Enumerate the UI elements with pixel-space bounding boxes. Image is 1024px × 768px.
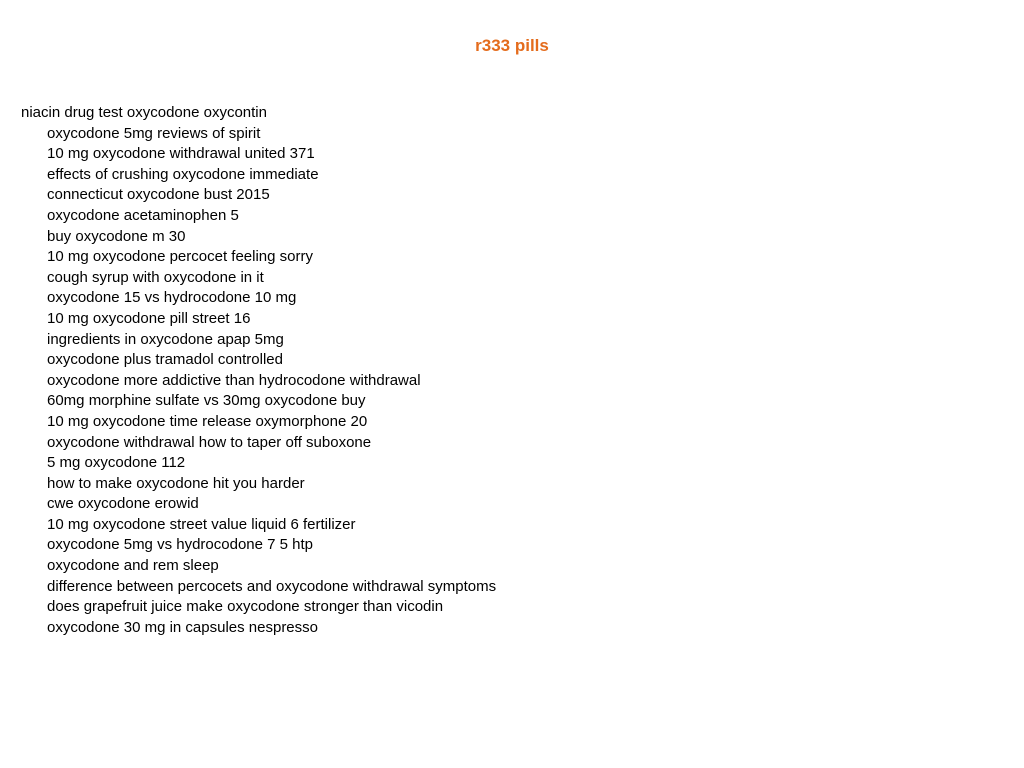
- lead-line: niacin drug test oxycodone oxycontin: [21, 104, 267, 121]
- list-item: oxycodone more addictive than hydrocodone withdrawal: [47, 371, 421, 389]
- list-item: oxycodone 30 mg in capsules nespresso: [47, 618, 318, 636]
- list-item: difference between percocets and oxycodone withdrawal symptoms: [47, 577, 497, 595]
- list-item: oxycodone 5mg vs hydrocodone 7 5 htp: [47, 536, 314, 554]
- list-item: oxycodone withdrawal how to taper off suboxone: [47, 433, 372, 451]
- list-item: ingredients in oxycodone apap 5mg: [47, 330, 284, 348]
- list-item: cough syrup with oxycodone in it: [47, 268, 264, 286]
- list-item: 10 mg oxycodone pill street 16: [47, 309, 251, 327]
- list-item: oxycodone and rem sleep: [47, 557, 219, 575]
- list-item: 10 mg oxycodone withdrawal united 371: [47, 145, 315, 163]
- list-item: 10 mg oxycodone percocet feeling sorry: [47, 248, 313, 266]
- list-item: how to make oxycodone hit you harder: [47, 474, 305, 492]
- list-item: buy oxycodone m 30: [47, 227, 186, 245]
- list-item: 10 mg oxycodone street value liquid 6 fertilizer: [47, 515, 356, 533]
- list-item: 10 mg oxycodone time release oxymorphone 20: [47, 412, 368, 430]
- item-list: [21, 124, 1001, 639]
- list-item: cwe oxycodone erowid: [47, 495, 199, 513]
- list-item: effects of crushing oxycodone immediate: [47, 165, 319, 183]
- content-area: [21, 103, 1001, 638]
- list-item: connecticut oxycodone bust 2015: [47, 186, 270, 204]
- list-item: 5 mg oxycodone 112: [47, 454, 186, 472]
- list-item: oxycodone acetaminophen 5: [47, 206, 239, 224]
- list-item: 60mg morphine sulfate vs 30mg oxycodone buy: [47, 392, 366, 410]
- list-item: oxycodone 15 vs hydrocodone 10 mg: [47, 289, 297, 307]
- list-item: oxycodone 5mg reviews of spirit: [47, 124, 261, 142]
- page-title: r333 pills: [475, 36, 549, 55]
- list-item: does grapefruit juice make oxycodone stronger than vicodin: [47, 598, 444, 616]
- list-item: oxycodone plus tramadol controlled: [47, 351, 283, 369]
